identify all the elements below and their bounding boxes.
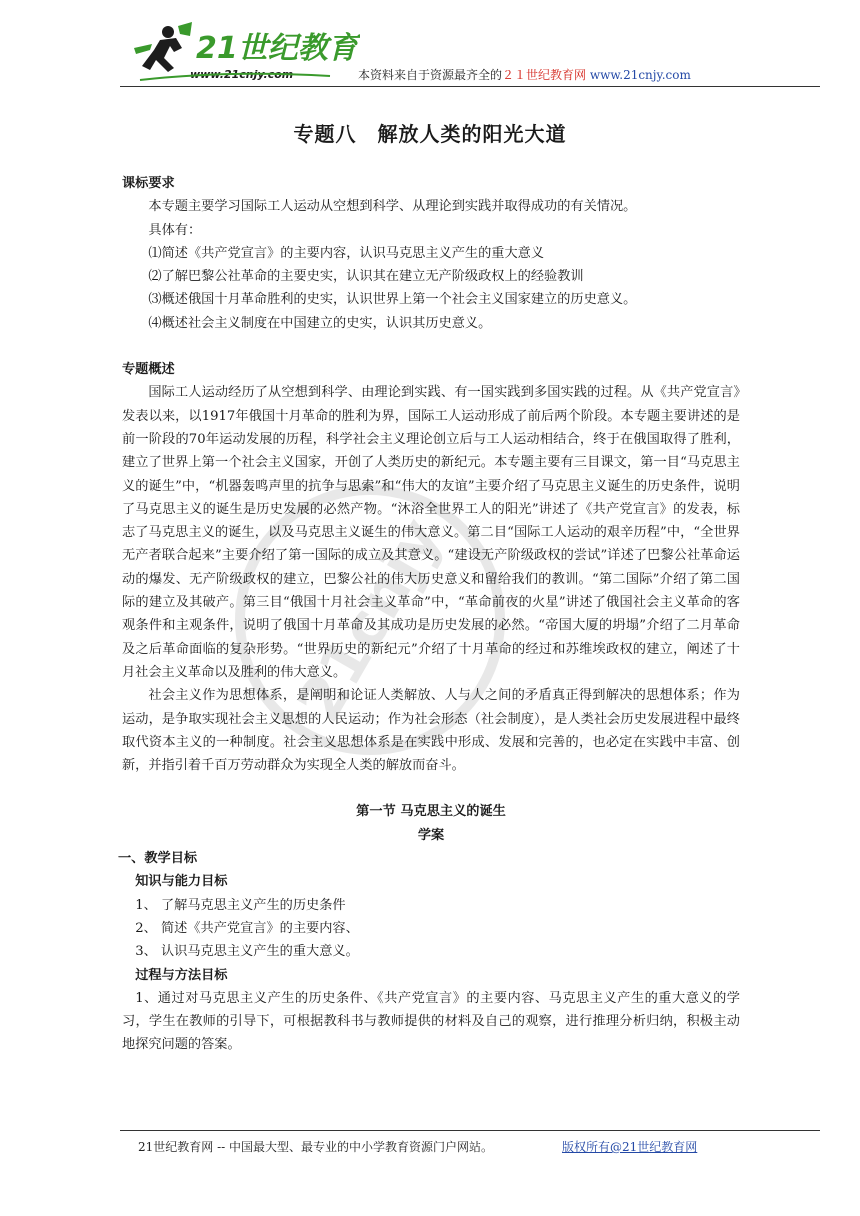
curriculum-item: ⑶概述俄国十月革命胜利的史实，认识世界上第一个社会主义国家建立的历史意义。 <box>148 292 637 308</box>
header-divider <box>120 86 820 87</box>
goals-heading: 一、教学目标 <box>118 851 198 867</box>
curriculum-item: ⑷概述社会主义制度在中国建立的史实，认识其历史意义。 <box>148 315 492 331</box>
knowledge-heading: 知识与能力目标 <box>135 874 228 890</box>
process-paragraph: 1、通过对马克思主义产生的历史条件、《共产党宣言》的主要内容、马克思主义产生的重大意义的学习，学生在教师的引导下，可根据教科书与教师提供的材料及自己的观察，进行推理分析归纳，积极主动地探究问题的答案。 <box>122 990 740 1053</box>
document-body <box>118 172 740 1057</box>
footer-divider <box>120 1130 820 1131</box>
footer-text: 21世纪教育网 -- 中国最大型、最专业的中小学教育资源门户网站。 <box>138 1140 494 1154</box>
lesson-title: 第一节 马克思主义的诞生 <box>356 804 506 820</box>
process-heading: 过程与方法目标 <box>135 967 228 983</box>
runner-icon <box>134 22 192 72</box>
page-title: 专题八 解放人类的阳光大道 <box>293 122 567 146</box>
curriculum-item: ⑴简述《共产党宣言》的主要内容，认识马克思主义产生的重大意义 <box>148 245 545 261</box>
overview-paragraph-1: 国际工人运动经历了从空想到科学、由理论到实践、有一国实践到多国实践的过程。从《共产党宣言》发表以来，以1917年俄国十月革命的胜利为界，国际工人运动形成了前后两个阶段。本专题主要讲述的是前一阶段的70年运动发展的历程，科学社会主义理论创立后与工人运动相结合，终于在俄国取得了胜利，建立了世界上第一个社会主义国家，开创了人类历史的新纪元。本专题主要有三目课文，第一目“马克思主义的诞生”中，“机器轰鸣声里的抗争与思索”和“伟大的友谊”主要介绍了马克思主义诞生的历史条件，说明了马克思主义的诞生是历史发展的必然产物。“沐浴全世界工人的阳光”讲述了《共产党宣言》的发表，标志了马克思主义的诞生，以及马克思主义诞生的伟大意义。第二目“国际工人运动的艰辛历程”中，“全世界无产者联合起来”主要介绍了第一国际的成立及其意义。“建设无产阶级政权的尝试”详述了巴黎公社革命运动的爆发、无产阶级政权的建立，巴黎公社的伟大历史意义和留给我们的教训。“第二国际”介绍了第二国际的建立及其破产。第三目“俄国十月社会主义革命”中，“革命前夜的火星”讲述了俄国社会主义革命的客观条件和主观条件，说明了俄国十月革命及其成功是历史发展的必然。“帝国大厦的坍塌”介绍了二月革命及之后革命面临的复杂形势。“世界历史的新纪元”介绍了十月革命的经过和苏维埃政权的建立，阐述了十月社会主义革命以及胜利的伟大意义。 <box>122 385 740 680</box>
section-heading-overview: 专题概述 <box>122 362 175 378</box>
header-note-prefix: 本资料来自于资源最齐全的 <box>358 68 503 82</box>
knowledge-item: 3、 认识马克思主义产生的重大意义。 <box>135 944 359 960</box>
overview-paragraph-2: 社会主义作为思想体系，是阐明和论证人类解放、人与人之间的矛盾真正得到解决的思想体系；作为运动，是争取实现社会主义思想的人民运动；作为社会形态（社会制度），是人类社会历史发展进程中最终取代资本主义的一种制度。社会主义思想体系是在实践中形成、发展和完善的，也必定在实践中丰富、创新，并指引着千百万劳动群众为实现全人类的解放而奋斗。 <box>122 688 740 774</box>
lesson-subtitle: 学案 <box>417 827 445 843</box>
site-logo <box>130 18 360 86</box>
curriculum-intro: 本专题主要学习国际工人运动从空想到科学、从理论到实践并取得成功的有关情况。 <box>148 199 637 215</box>
header-note <box>358 66 691 83</box>
logo-text: 21世纪教育 <box>196 31 358 66</box>
svg-text:21cnjy: 21cnjy <box>284 506 456 734</box>
page-header <box>120 18 820 88</box>
logo-url: www.21cnjy.com <box>190 68 294 81</box>
knowledge-item: 2、 简述《共产党宣言》的主要内容、 <box>135 920 359 936</box>
header-note-url[interactable]: www.21cnjy.com <box>589 68 691 82</box>
curriculum-detail-label: 具体有： <box>148 222 202 238</box>
copyright-link[interactable]: 版权所有@21世纪教育网 <box>562 1140 698 1154</box>
curriculum-item: ⑵了解巴黎公社革命的主要史实，认识其在建立无产阶级政权上的经验教训 <box>148 269 584 285</box>
knowledge-item: 1、 了解马克思主义产生的历史条件 <box>135 897 346 913</box>
header-note-site: ２１世纪教育网 <box>502 68 587 82</box>
section-heading-curriculum: 课标要求 <box>122 176 175 191</box>
